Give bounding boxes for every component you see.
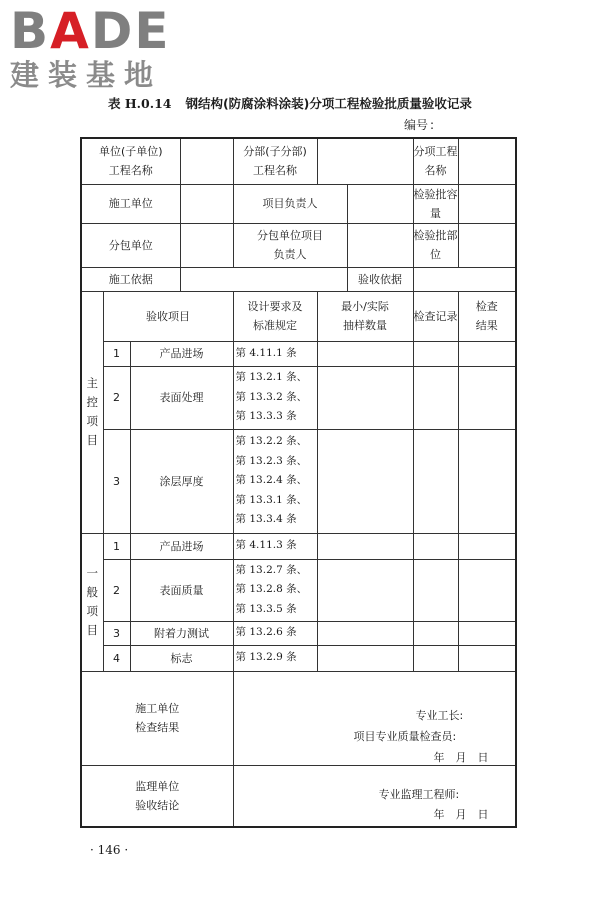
table-row: [81, 621, 516, 645]
column-record: 检查记录: [413, 291, 458, 341]
table-number: 表 H.0.14: [108, 96, 172, 111]
construction-date: 年 月 日: [433, 750, 489, 764]
result-cell[interactable]: [458, 645, 516, 671]
table-row: [81, 341, 516, 366]
construction-check-label: 施工单位 检查结果: [81, 671, 233, 765]
subitem-name-label: 分项工程 名称: [413, 138, 458, 184]
serial-number-label: 编号 :: [404, 118, 435, 132]
column-design: 设计要求及 标准规定: [233, 291, 317, 341]
supervision-date: 年 月 日: [433, 807, 489, 821]
subcontractor-value[interactable]: [180, 223, 233, 267]
division-name-label: 分部(子分部) 工程名称: [233, 138, 317, 184]
table-row: [81, 429, 516, 533]
logo-wordmark: BADE: [10, 2, 171, 60]
item-name: 表面质量: [130, 559, 233, 621]
result-cell[interactable]: [458, 366, 516, 429]
batch-capacity-label: 检验批容量: [413, 184, 458, 223]
result-cell[interactable]: [458, 429, 516, 533]
record-cell[interactable]: [413, 621, 458, 645]
division-name-value[interactable]: [317, 138, 413, 184]
sample-count-cell[interactable]: [317, 533, 413, 559]
construction-unit-label: 施工单位: [81, 184, 180, 223]
construction-check-signoff[interactable]: [233, 671, 516, 765]
column-result: 检查 结果: [458, 291, 516, 341]
item-name: 标志: [130, 645, 233, 671]
project-manager-label: 项目负责人: [233, 184, 347, 223]
result-cell[interactable]: [458, 533, 516, 559]
project-manager-value[interactable]: [347, 184, 413, 223]
record-cell[interactable]: [413, 559, 458, 621]
supervision-engineer-label: 专业监理工程师:: [378, 787, 460, 801]
table-row: [81, 366, 516, 429]
sample-count-cell[interactable]: [317, 366, 413, 429]
item-standard: 第 13.2.6 条: [233, 621, 317, 645]
item-standard: 第 13.2.2 条、 第 13.2.3 条、 第 13.2.4 条、 第 13.3.1 条、 第 13.3.4 条: [233, 429, 317, 533]
sample-count-cell[interactable]: [317, 645, 413, 671]
item-number: 4: [103, 645, 130, 671]
sample-count-cell[interactable]: [317, 621, 413, 645]
item-name: 产品进场: [130, 341, 233, 366]
unit-name-label: 单位(子单位) 工程名称: [81, 138, 180, 184]
result-cell[interactable]: [458, 559, 516, 621]
unit-name-value[interactable]: [180, 138, 233, 184]
construction-basis-value[interactable]: [180, 267, 347, 291]
item-standard: 第 4.11.3 条: [233, 533, 317, 559]
item-number: 3: [103, 429, 130, 533]
title-text: 钢结构(防腐涂料涂装)分项工程检验批质量验收记录: [185, 96, 472, 111]
acceptance-basis-value[interactable]: [413, 267, 516, 291]
record-cell[interactable]: [413, 645, 458, 671]
general-items-label: 一 般 项 目: [81, 533, 103, 671]
batch-capacity-value[interactable]: [458, 184, 516, 223]
sub-manager-label: 分包单位项目 负责人: [233, 223, 347, 267]
item-number: 1: [103, 341, 130, 366]
document-title: [108, 94, 548, 112]
result-cell[interactable]: [458, 341, 516, 366]
supervision-label: 监理单位 验收结论: [81, 765, 233, 827]
acceptance-basis-label: 验收依据: [347, 267, 413, 291]
record-cell[interactable]: [413, 533, 458, 559]
item-number: 2: [103, 559, 130, 621]
supervision-signoff[interactable]: [233, 765, 516, 827]
item-standard: 第 13.2.1 条、 第 13.3.2 条、 第 13.3.3 条: [233, 366, 317, 429]
column-item: 验收项目: [103, 291, 233, 341]
table-row: [81, 645, 516, 671]
result-cell[interactable]: [458, 621, 516, 645]
foreman-label: 专业工长:: [415, 708, 464, 722]
batch-location-value[interactable]: [458, 223, 516, 267]
record-cell[interactable]: [413, 429, 458, 533]
item-standard: 第 4.11.1 条: [233, 341, 317, 366]
batch-location-label: 检验批部位: [413, 223, 458, 267]
item-number: 3: [103, 621, 130, 645]
construction-basis-label: 施工依据: [81, 267, 180, 291]
item-number: 1: [103, 533, 130, 559]
item-name: 附着力测试: [130, 621, 233, 645]
page-number: · 146 ·: [90, 843, 129, 857]
subcontractor-label: 分包单位: [81, 223, 180, 267]
sample-count-cell[interactable]: [317, 429, 413, 533]
logo-chinese: 建装基地: [10, 58, 163, 92]
item-name: 产品进场: [130, 533, 233, 559]
main-control-label: 主 控 项 目: [81, 291, 103, 533]
item-standard: 第 13.2.7 条、 第 13.2.8 条、 第 13.3.5 条: [233, 559, 317, 621]
subitem-name-value[interactable]: [458, 138, 516, 184]
item-standard: 第 13.2.9 条: [233, 645, 317, 671]
acceptance-record-table: [80, 137, 517, 828]
table-row: [81, 559, 516, 621]
table-row: [81, 533, 516, 559]
inspector-label: 项目专业质量检查员:: [353, 729, 457, 743]
item-name: 表面处理: [130, 366, 233, 429]
item-name: 涂层厚度: [130, 429, 233, 533]
construction-unit-value[interactable]: [180, 184, 233, 223]
record-cell[interactable]: [413, 366, 458, 429]
sample-count-cell[interactable]: [317, 559, 413, 621]
sample-count-cell[interactable]: [317, 341, 413, 366]
column-sample: 最小/实际 抽样数量: [317, 291, 413, 341]
brand-logo: [10, 2, 171, 92]
item-number: 2: [103, 366, 130, 429]
sub-manager-value[interactable]: [347, 223, 413, 267]
record-cell[interactable]: [413, 341, 458, 366]
